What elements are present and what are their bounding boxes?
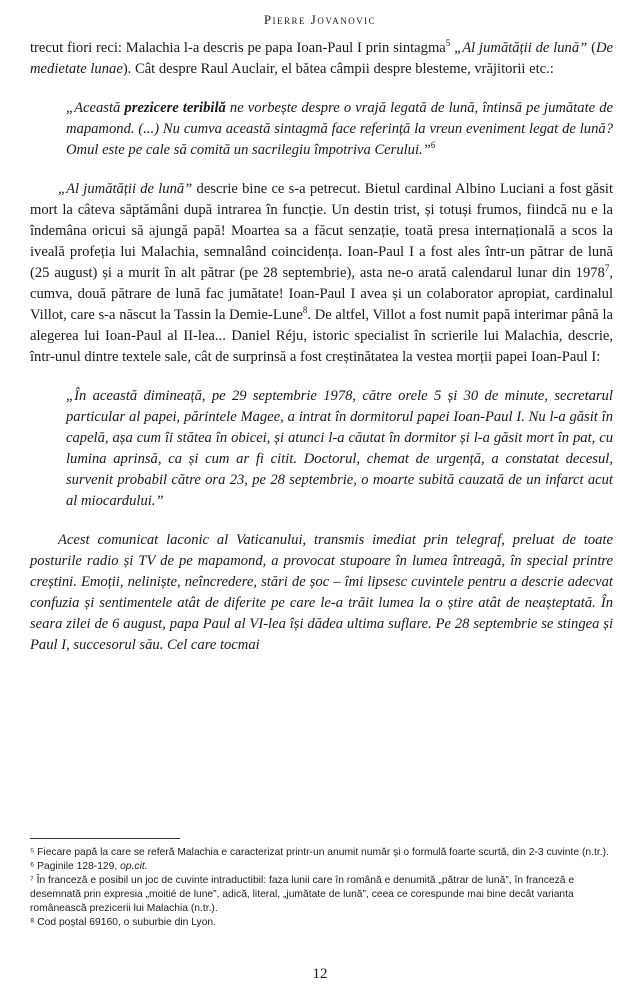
footnotes <box>30 846 613 930</box>
intro-phrase-italic: „Al jumătății de lună” <box>450 40 588 56</box>
para1-text-4: . De altfel, Villot a fost numit papă interimar până la alegerea lui Ioan-Paul al II-lea... Daniel Réju, istoric specialist în scrierile lui Malachia, descrie, într-unul dintre textele sale, cât de surprinsă a fost creștinătatea la vestea morții papei Ioan-Paul I: <box>30 307 613 365</box>
quote1-bold: prezicere teribilă <box>124 100 226 116</box>
footnote-separator <box>30 838 180 839</box>
quote1-text-2: ne vorbește despre o vrajă legată de lună, întinsă pe jumătate de mapamond. (...) Nu cumva această sintagmă face referință la vreun eveniment legat de lună? Omul este pe cale să comită un sacrilegiu împotriva Cerului.” <box>66 100 613 158</box>
intro-paragraph <box>30 38 613 80</box>
intro-latin-italic: De medietate lunae <box>30 40 613 77</box>
intro-text-5: ). Cât despre Raul Auclair, el bătea câmpii despre blesteme, vrăjitorii etc.: <box>122 61 554 77</box>
page-number: 12 <box>312 966 328 982</box>
quote-1 <box>30 98 613 161</box>
footnote-6-text: ⁶ Paginile 128-129, <box>30 861 121 872</box>
footnote-8: ⁸ Cod poștal 69160, o suburbie din Lyon. <box>30 917 217 928</box>
quote-2: „În această dimineață, pe 29 septembrie 1978, către orele 5 și 30 de minute, secretarul particular al papei, părintele Magee, a intrat în dormitorul papei Ioan-Paul I. Nu l-a găsit în capelă, așa cum îi stătea în obicei, și atunci l-a căutat în dormitor și l-a găsit mort în pat, cu lumina aprinsă, ca și cum ar fi citit. Doctorul, chemat de urgență, a constatat decesul, survenit probabil către ora 23, pe 28 septembrie, o moarte subită cauzată de un infarct acut al miocardului.” <box>66 388 613 509</box>
footnote-ref-6: 6 <box>430 140 436 151</box>
quote1-text-1: „Această <box>66 100 125 116</box>
main-text <box>30 38 613 656</box>
footnote-6 <box>30 860 613 874</box>
para1-text-3: , cumva, două pătrare de lună fac jumătate! Ioan-Paul I avea și un colaborator apropiat, cardinalul Villot, care s-a născut la Tassin la Demie-Lune <box>30 265 613 323</box>
footnote-5: ⁵ Fiecare papă la care se referă Malachia e caracterizat printr-un anumit număr și o formulă foarte scurtă, din 2-3 cuvinte (n.tr.). <box>30 847 609 858</box>
intro-text-1: trecut fiori reci: Malachia l-a descris pe papa Ioan-Paul I prin sintagma <box>30 40 446 56</box>
para1-text-2: descrie bine ce s-a petrecut. Bietul cardinal Albino Luciani a fost găsit mort la câteva săptămâni după intrarea în funcție. Un destin trist, și totuși frumos, fiindcă nu e la îndemâna oricui să ajungă papă! Moartea sa a făcut senzație, toată presa internațională a scos la iveală profeția lui Malachia, semnalând coincidența. Ioan-Paul I a fost ales într-un pătrar de lună (25 august) și a murit în alt pătrar (pe 28 septembrie), asta ne-o arată calendarul lunar din 1978 <box>30 181 613 281</box>
footnote-7: ⁷ În franceză e posibil un joc de cuvinte intraductibil: faza lunii care în română e denumită „pătrar de lună”, în franceză e desemnată prin expresia „moitié de lune”, adică, literal, „jumătate de lună”, ceea ce corespunde mai bine decât varianta românească prezicerii lui Malachia (n.tr.). <box>30 875 575 914</box>
footnote-ref-7: 7 <box>604 263 610 274</box>
footnote-6-italic: op.cit. <box>120 861 148 872</box>
paragraph-2: Acest comunicat laconic al Vaticanului, transmis imediat prin telegraf, preluat de toate posturile radio și TV de pe mapamond, a provocat stupoare în lumea întreagă, în special printre creștini. Emoții, neliniște, neîncredere, stări de șoc – îmi lipsesc cuvintele pentru a descrie adecvat confuzia și sentimentele atât de diferite pe care le-a trăit lumea la o știre atât de neașteptată. În seara zilei de 6 august, papa Paul al VI-lea își dădea ultima suflare. Pe 28 septembrie se stingea și Paul I, succesorul său. Cel care tocmai <box>30 532 613 653</box>
running-header-author: Pierre Jovanovic <box>263 12 377 27</box>
intro-text-3: ( <box>587 40 596 56</box>
footnote-ref-5: 5 <box>445 38 451 49</box>
paragraph-1 <box>30 179 613 368</box>
para1-italic: „Al jumătății de lună” <box>58 181 193 197</box>
footnote-ref-8: 8 <box>302 305 308 316</box>
